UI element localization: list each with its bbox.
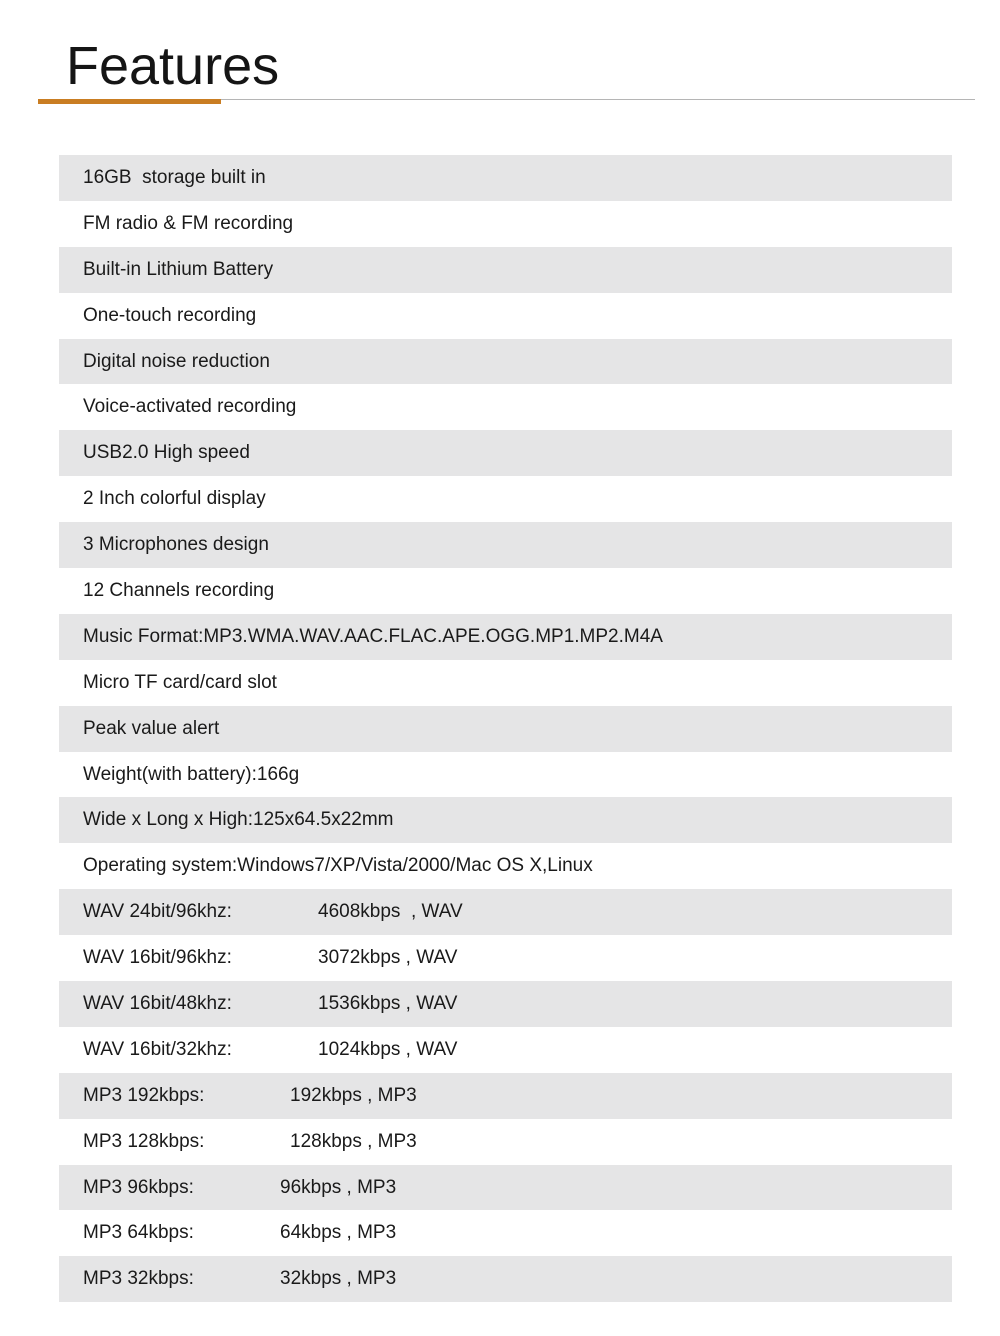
feature-label: 3 Microphones design: [83, 534, 269, 556]
title-accent-bar: [38, 99, 221, 104]
feature-row: [59, 155, 952, 201]
feature-label: Digital noise reduction: [83, 350, 270, 372]
feature-label: Voice-activated recording: [83, 396, 297, 418]
feature-row: [59, 339, 952, 385]
feature-value: 1024kbps , WAV: [318, 1038, 458, 1060]
feature-value: 96kbps , MP3: [280, 1176, 397, 1198]
feature-row: [59, 247, 952, 293]
feature-row: [59, 430, 952, 476]
features-list: [59, 155, 952, 1302]
feature-label: MP3 64kbps:: [83, 1222, 194, 1244]
feature-label: MP3 128kbps:: [83, 1130, 205, 1152]
feature-row: [59, 1256, 952, 1302]
page-title: Features: [66, 36, 280, 96]
feature-row: [59, 889, 952, 935]
feature-row: [59, 935, 952, 981]
feature-value: 32kbps , MP3: [280, 1268, 397, 1290]
feature-label: MP3 96kbps:: [83, 1176, 194, 1198]
feature-row: [59, 1073, 952, 1119]
feature-label: Music Format:MP3.WMA.WAV.AAC.FLAC.APE.OGG.MP1.MP2.M4A: [83, 625, 663, 647]
feature-label: USB2.0 High speed: [83, 442, 250, 464]
feature-row: [59, 797, 952, 843]
feature-row: [59, 1210, 952, 1256]
feature-value: 3072kbps , WAV: [318, 947, 458, 969]
feature-label: One-touch recording: [83, 304, 257, 326]
feature-row: [59, 614, 952, 660]
feature-row: [59, 660, 952, 706]
feature-label: WAV 16bit/32khz:: [83, 1038, 232, 1060]
feature-label: WAV 16bit/48khz:: [83, 992, 232, 1014]
feature-value: 128kbps , MP3: [290, 1130, 417, 1152]
feature-value: 1536kbps , WAV: [318, 992, 458, 1014]
feature-row: [59, 752, 952, 798]
feature-label: Peak value alert: [83, 717, 220, 739]
feature-label: WAV 24bit/96khz:: [83, 901, 232, 923]
feature-row: [59, 706, 952, 752]
feature-label: 16GB storage built in: [83, 166, 266, 188]
feature-row: [59, 384, 952, 430]
feature-label: MP3 192kbps:: [83, 1084, 205, 1106]
feature-row: [59, 981, 952, 1027]
feature-value: 192kbps , MP3: [290, 1084, 417, 1106]
feature-label: 2 Inch colorful display: [83, 488, 266, 510]
feature-label: Built-in Lithium Battery: [83, 258, 274, 280]
feature-label: Operating system:Windows7/XP/Vista/2000/Mac OS X,Linux: [83, 855, 593, 877]
feature-label: Weight(with battery):166g: [83, 763, 300, 785]
feature-label: FM radio & FM recording: [83, 212, 294, 234]
feature-row: [59, 522, 952, 568]
feature-row: [59, 1165, 952, 1211]
feature-row: [59, 568, 952, 614]
feature-row: [59, 843, 952, 889]
feature-row: [59, 1027, 952, 1073]
feature-row: [59, 293, 952, 339]
feature-label: MP3 32kbps:: [83, 1268, 194, 1290]
feature-row: [59, 201, 952, 247]
feature-label: Micro TF card/card slot: [83, 671, 277, 693]
feature-value: 64kbps , MP3: [280, 1222, 397, 1244]
feature-label: Wide x Long x High:125x64.5x22mm: [83, 809, 394, 831]
feature-row: [59, 1119, 952, 1165]
feature-label: WAV 16bit/96khz:: [83, 947, 232, 969]
feature-row: [59, 476, 952, 522]
feature-value: 4608kbps , WAV: [318, 901, 463, 923]
feature-label: 12 Channels recording: [83, 579, 275, 601]
